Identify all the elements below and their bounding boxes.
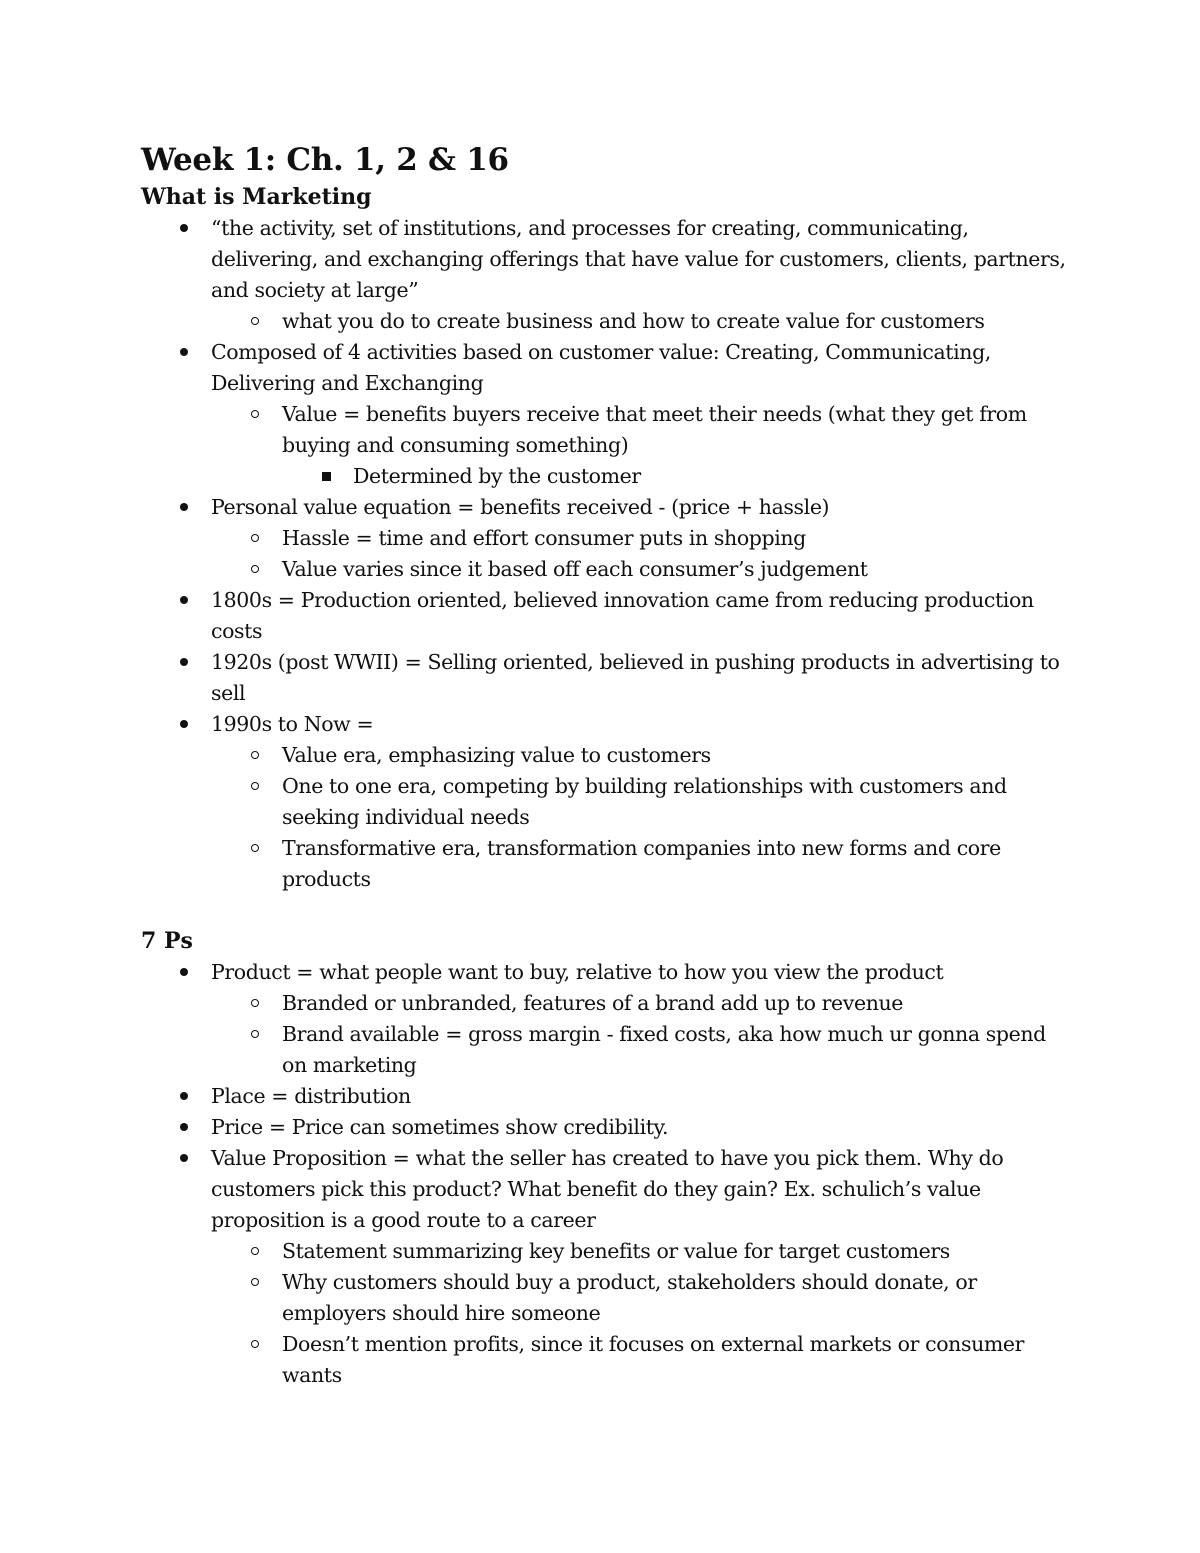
bullet-dot-icon bbox=[174, 709, 194, 740]
list-item bbox=[211, 306, 1071, 337]
bullet-list-level-2 bbox=[211, 399, 1071, 492]
list-item-text: Value era, emphasizing value to customers bbox=[282, 743, 711, 767]
list-item-text: Doesn’t mention profits, since it focuses on external markets or consumer wants bbox=[282, 1332, 1025, 1387]
list-item-text: Value = benefits buyers receive that meet their needs (what they get from buying and consuming something) bbox=[282, 402, 1027, 457]
list-item-text: “the activity, set of institutions, and processes for creating, communicating, delivering, and exchanging offerings that have value for customers, clients, partners, and society at large” bbox=[211, 216, 1066, 302]
list-item-text: Determined by the customer bbox=[353, 464, 641, 488]
document-title: Week 1: Ch. 1, 2 & 16 bbox=[141, 142, 509, 178]
list-item bbox=[211, 554, 1071, 585]
list-item bbox=[211, 1267, 1071, 1329]
bullet-list-level-1 bbox=[141, 213, 1071, 895]
list-item-text: 1920s (post WWII) = Selling oriented, believed in pushing products in advertising to sell bbox=[211, 650, 1060, 705]
list-item bbox=[141, 709, 1071, 895]
section bbox=[141, 926, 1071, 1391]
list-item-text: Brand available = gross margin - fixed costs, aka how much ur gonna spend on marketing bbox=[282, 1022, 1046, 1077]
bullet-dot-icon bbox=[174, 647, 194, 678]
bullet-dot-icon bbox=[174, 492, 194, 523]
bullet-circle-icon bbox=[245, 554, 265, 585]
bullet-dot-icon bbox=[174, 213, 194, 244]
bullet-list-level-2 bbox=[211, 988, 1071, 1081]
section-heading: 7 Ps bbox=[141, 928, 193, 954]
bullet-circle-icon bbox=[245, 740, 265, 771]
bullet-square-icon bbox=[316, 461, 336, 492]
list-item bbox=[211, 1236, 1071, 1267]
list-item-text: Personal value equation = benefits received - (price + hassle) bbox=[211, 495, 830, 519]
bullet-circle-icon bbox=[245, 771, 265, 802]
list-item-text: Product = what people want to buy, relative to how you view the product bbox=[211, 960, 944, 984]
section-heading: What is Marketing bbox=[141, 184, 372, 210]
list-item-text: Composed of 4 activities based on customer value: Creating, Communicating, Delivering and Exchanging bbox=[211, 340, 991, 395]
list-item bbox=[141, 337, 1071, 492]
list-item bbox=[282, 461, 1071, 492]
list-item bbox=[141, 585, 1071, 647]
list-item-text: 1990s to Now = bbox=[211, 712, 374, 736]
list-item-text: Value varies since it based off each consumer’s judgement bbox=[282, 557, 868, 581]
list-item bbox=[211, 1019, 1071, 1081]
bullet-circle-icon bbox=[245, 988, 265, 1019]
list-item-text: Transformative era, transformation companies into new forms and core products bbox=[282, 836, 1001, 891]
list-item-text: Place = distribution bbox=[211, 1084, 411, 1108]
bullet-dot-icon bbox=[174, 1081, 194, 1112]
list-item-text: Price = Price can sometimes show credibility. bbox=[211, 1115, 669, 1139]
list-item-text: Why customers should buy a product, stakeholders should donate, or employers should hire someone bbox=[282, 1270, 977, 1325]
list-item bbox=[141, 492, 1071, 585]
list-item bbox=[211, 771, 1071, 833]
bullet-circle-icon bbox=[245, 1019, 265, 1050]
list-item bbox=[211, 833, 1071, 895]
list-item bbox=[141, 957, 1071, 1081]
list-item bbox=[141, 1112, 1071, 1143]
bullet-circle-icon bbox=[245, 399, 265, 430]
document-body bbox=[141, 182, 1071, 1391]
bullet-dot-icon bbox=[174, 337, 194, 368]
list-item-text: 1800s = Production oriented, believed innovation came from reducing production costs bbox=[211, 588, 1034, 643]
list-item bbox=[211, 399, 1071, 492]
bullet-list-level-3 bbox=[282, 461, 1071, 492]
bullet-dot-icon bbox=[174, 1143, 194, 1174]
bullet-dot-icon bbox=[174, 1112, 194, 1143]
bullet-dot-icon bbox=[174, 957, 194, 988]
list-item bbox=[141, 213, 1071, 337]
document-page bbox=[141, 138, 1071, 1391]
list-item-text: Hassle = time and effort consumer puts in shopping bbox=[282, 526, 806, 550]
bullet-circle-icon bbox=[245, 1267, 265, 1298]
bullet-circle-icon bbox=[245, 1236, 265, 1267]
list-item-text: what you do to create business and how to create value for customers bbox=[282, 309, 985, 333]
bullet-list-level-2 bbox=[211, 740, 1071, 895]
bullet-list-level-2 bbox=[211, 306, 1071, 337]
bullet-list-level-2 bbox=[211, 523, 1071, 585]
list-item bbox=[211, 523, 1071, 554]
bullet-circle-icon bbox=[245, 306, 265, 337]
list-item-text: Statement summarizing key benefits or value for target customers bbox=[282, 1239, 950, 1263]
bullet-circle-icon bbox=[245, 833, 265, 864]
list-item bbox=[211, 740, 1071, 771]
bullet-circle-icon bbox=[245, 523, 265, 554]
bullet-dot-icon bbox=[174, 585, 194, 616]
list-item bbox=[141, 647, 1071, 709]
list-item bbox=[211, 988, 1071, 1019]
bullet-list-level-2 bbox=[211, 1236, 1071, 1391]
list-item bbox=[211, 1329, 1071, 1391]
list-item-text: Branded or unbranded, features of a brand add up to revenue bbox=[282, 991, 904, 1015]
list-item bbox=[141, 1143, 1071, 1391]
bullet-list-level-1 bbox=[141, 957, 1071, 1391]
list-item-text: Value Proposition = what the seller has created to have you pick them. Why do customers pick this product? What benefit do they gain? Ex. schulich’s value proposition is a good route to a career bbox=[211, 1146, 1004, 1232]
section bbox=[141, 182, 1071, 895]
bullet-circle-icon bbox=[245, 1329, 265, 1360]
list-item-text: One to one era, competing by building relationships with customers and seeking individual needs bbox=[282, 774, 1007, 829]
list-item bbox=[141, 1081, 1071, 1112]
